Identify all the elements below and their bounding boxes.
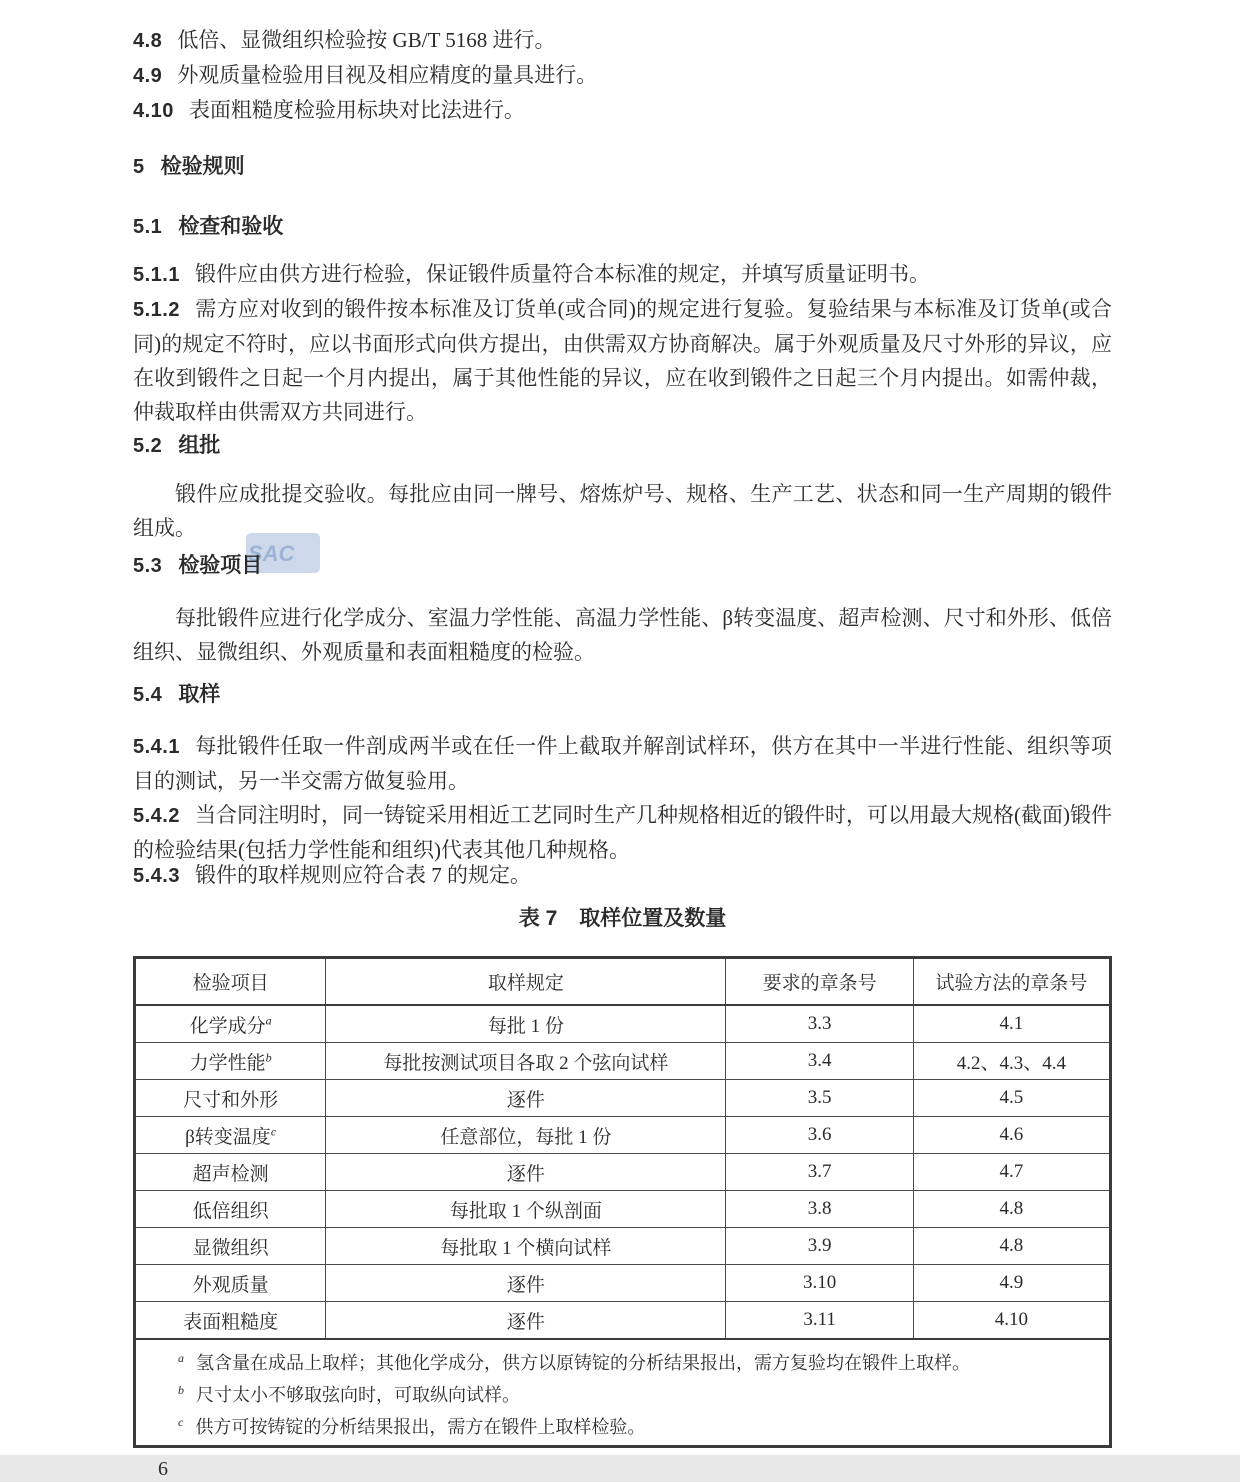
item-text: 显微组织 (192, 1237, 269, 1259)
cell-req: 3.9 (726, 1228, 913, 1265)
cell-rule: 逐件 (326, 1080, 726, 1117)
section-number: 5 (133, 156, 145, 178)
footnote-text: 供方可按铸锭的分析结果报出，需方在锻件上取样检验。 (195, 1417, 646, 1437)
cell-item (135, 1265, 326, 1302)
table-row (135, 1191, 1111, 1228)
section-number: 5.1 (133, 216, 163, 238)
clause-text: 锻件的取样规则应符合表 7 的规定。 (194, 863, 531, 887)
footnote-text: 氢含量在成品上取样；其他化学成分，供方以原铸锭的分析结果报出，需方复验均在锻件上取样。 (196, 1353, 970, 1373)
cell-item (135, 1154, 326, 1191)
cell-method: 4.10 (913, 1302, 1110, 1340)
table-row (135, 1080, 1111, 1117)
clause-text: 低倍、显微组织检验按 GB/T 5168 进行。 (177, 28, 556, 52)
cell-rule: 任意部位，每批 1 份 (326, 1117, 726, 1154)
clause-text: 锻件应由供方进行检验，保证锻件质量符合本标准的规定，并填写质量证明书。 (194, 262, 930, 286)
clause-5-4-2 (133, 798, 1112, 867)
cell-req: 3.3 (726, 1005, 913, 1043)
cell-method: 4.7 (913, 1154, 1110, 1191)
section-5-2-heading (133, 429, 1112, 463)
clause-4-9 (133, 58, 1112, 93)
cell-item (135, 1080, 326, 1117)
paragraph-5-2: 锻件应成批提交验收。每批应由同一牌号、熔炼炉号、规格、生产工艺、状态和同一生产周期的锻件组成。 (133, 482, 1112, 540)
item-text: 力学性能 (189, 1052, 266, 1074)
cell-method: 4.9 (913, 1265, 1110, 1302)
cell-method: 4.5 (913, 1080, 1110, 1117)
cell-req: 3.4 (726, 1043, 913, 1080)
footnote-marker: c (270, 1124, 277, 1139)
cell-rule: 逐件 (326, 1302, 726, 1340)
table-footnote-b (178, 1377, 1099, 1409)
table7-header-rule: 取样规定 (326, 958, 726, 1006)
clause-4-10 (133, 93, 1112, 128)
item-text: 表面粗糙度 (183, 1311, 279, 1333)
cell-rule: 每批 1 份 (326, 1005, 726, 1043)
clause-number: 5.4.2 (133, 805, 180, 827)
cell-rule: 逐件 (326, 1265, 726, 1302)
clause-5-4-1 (133, 729, 1112, 798)
section-title: 检验项目 (178, 554, 263, 577)
cell-method: 4.1 (913, 1005, 1110, 1043)
section-5-1-heading (133, 210, 1112, 244)
clause-text: 当合同注明时，同一铸锭采用相近工艺同时生产几种规格相近的锻件时，可以用最大规格(截面)锻件的检验结果(包括力学性能和组织)代表其他几种规格。 (133, 803, 1112, 862)
table-footnote-c (178, 1409, 1099, 1441)
clause-number: 4.10 (133, 100, 174, 122)
clause-text: 需方应对收到的锻件按本标准及订货单(或合同)的规定进行复验。复验结果与本标准及订货单(或合同)的规定不符时，应以书面形式向供方提出，由供需双方协商解决。属于外观质量及尺寸外形的异议，应在收到锻件之日起一个月内提出，属于其他性能的异议，应在收到锻件之日起三个月内提出。如需仲裁，仲裁取样由供需双方共同进行。 (133, 297, 1112, 424)
cell-item (135, 1191, 326, 1228)
table-row (135, 1154, 1111, 1191)
cell-item (135, 1228, 326, 1265)
clause-number: 4.8 (133, 30, 163, 52)
cell-method: 4.8 (913, 1191, 1110, 1228)
cell-method: 4.2、4.3、4.4 (913, 1043, 1110, 1080)
cell-req: 3.5 (726, 1080, 913, 1117)
table7-header-req: 要求的章条号 (726, 958, 913, 1006)
cell-req: 3.11 (726, 1302, 913, 1340)
clause-5-1-2 (133, 292, 1112, 429)
table-footnote-a (178, 1345, 1099, 1377)
cell-req: 3.8 (726, 1191, 913, 1228)
cell-rule: 每批取 1 个横向试样 (326, 1228, 726, 1265)
item-text: 尺寸和外形 (183, 1089, 279, 1111)
cell-item (135, 1043, 326, 1080)
cell-item (135, 1117, 326, 1154)
section-5-heading (133, 150, 1112, 184)
footnote-marker: b (178, 1383, 184, 1397)
item-text: 外观质量 (192, 1274, 269, 1296)
table7-header-method: 试验方法的章条号 (913, 958, 1110, 1006)
item-text: 低倍组织 (192, 1200, 269, 1222)
footnote-marker: a (178, 1351, 184, 1365)
table-row (135, 1117, 1111, 1154)
clause-number: 5.4.3 (133, 865, 180, 887)
footnote-marker: a (265, 1013, 272, 1028)
table7-caption-title: 取样位置及数量 (579, 907, 727, 930)
cell-req: 3.6 (726, 1117, 913, 1154)
item-text: β转变温度 (185, 1126, 271, 1148)
table-footnotes-cell (135, 1339, 1111, 1447)
cell-method: 4.6 (913, 1117, 1110, 1154)
item-text: 化学成分 (189, 1015, 266, 1037)
section-5-4-heading (133, 678, 1112, 712)
footnote-marker: b (265, 1050, 272, 1065)
cell-rule: 逐件 (326, 1154, 726, 1191)
cell-rule: 每批取 1 个纵剖面 (326, 1191, 726, 1228)
clause-text: 外观质量检验用目视及相应精度的量具进行。 (177, 63, 598, 87)
table-row (135, 1228, 1111, 1265)
section-number: 5.2 (133, 435, 163, 457)
sac-watermark-text: SAC (248, 541, 295, 566)
section-title: 检查和验收 (178, 215, 284, 238)
section-number: 5.4 (133, 684, 163, 706)
cell-req: 3.10 (726, 1265, 913, 1302)
table7-header-row (135, 958, 1111, 1006)
table-footnotes-row (135, 1339, 1111, 1447)
table-row (135, 1265, 1111, 1302)
clause-5-1-1 (133, 257, 1112, 292)
clause-number: 5.4.1 (133, 736, 180, 758)
table7-caption (133, 902, 1112, 936)
table7-caption-label: 表 7 (518, 907, 558, 930)
cell-item (135, 1302, 326, 1340)
item-text: 超声检测 (192, 1163, 269, 1185)
cell-method: 4.8 (913, 1228, 1110, 1265)
page-content (133, 0, 1112, 1482)
section-title: 取样 (178, 683, 221, 706)
paragraph-5-3: 每批锻件应进行化学成分、室温力学性能、高温力学性能、β转变温度、超声检测、尺寸和外形、低倍组织、显微组织、外观质量和表面粗糙度的检验。 (133, 606, 1112, 664)
cell-rule: 每批按测试项目各取 2 个弦向试样 (326, 1043, 726, 1080)
clause-number: 5.1.1 (133, 264, 180, 286)
table-row (135, 1302, 1111, 1340)
section-5-3-heading (133, 549, 1112, 583)
clause-4-8 (133, 23, 1112, 58)
footnote-marker: c (178, 1415, 184, 1429)
clause-text: 每批锻件任取一件剖成两半或在任一件上截取并解剖试样环，供方在其中一半进行性能、组织等项目的测试，另一半交需方做复验用。 (133, 734, 1112, 793)
section-number: 5.3 (133, 555, 163, 577)
section-title: 检验规则 (160, 155, 245, 178)
cell-req: 3.7 (726, 1154, 913, 1191)
cell-item (135, 1005, 326, 1043)
clause-number: 5.1.2 (133, 299, 180, 321)
table-row (135, 1043, 1111, 1080)
table7 (133, 956, 1112, 1448)
table7-header-item: 检验项目 (135, 958, 326, 1006)
clause-number: 4.9 (133, 65, 163, 87)
clause-text: 表面粗糙度检验用标块对比法进行。 (188, 98, 525, 122)
footnote-text: 尺寸太小不够取弦向时，可取纵向试样。 (196, 1385, 520, 1405)
table-row (135, 1005, 1111, 1043)
page-number: 6 (158, 1458, 168, 1480)
section-title: 组批 (178, 434, 221, 457)
